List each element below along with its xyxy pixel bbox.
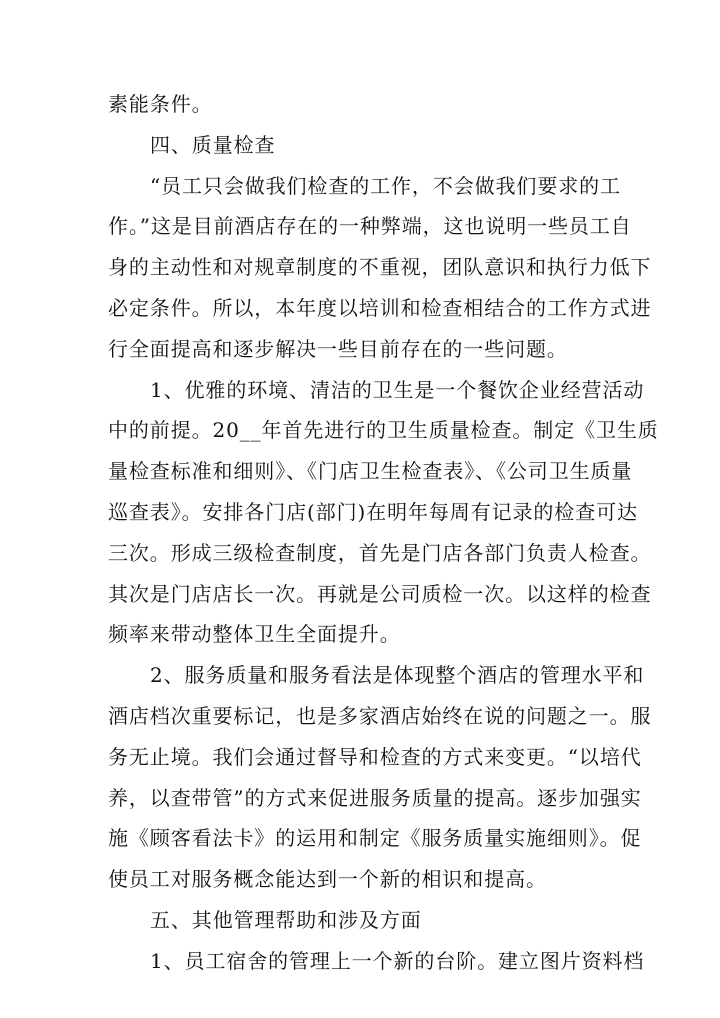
text-line: 三次。形成三级检查制度，首先是门店各部门负责人检查。: [108, 540, 652, 565]
section-heading-other-management: 五、其他管理帮助和涉及方面: [150, 907, 422, 932]
text-line: 使员工对服务概念能达到一个新的相识和提高。: [108, 867, 547, 892]
text-line: 作。”这是目前酒店存在的一种弊端，这也说明一些员工自: [108, 214, 632, 239]
text-line: 行全面提高和逐步解决一些目前存在的一些问题。: [108, 336, 568, 361]
text-line: 其次是门店店长一次。再就是公司质检一次。以这样的检查: [108, 581, 652, 606]
text-line: 身的主动性和对规章制度的不重视，团队意识和执行力低下: [108, 255, 652, 280]
text-line: 巡查表》。安排各门店(部门)在明年每周有记录的检查可达: [108, 499, 638, 524]
text-line: 量检查标准和细则》、《门店卫生检查表》、《公司卫生质量: [108, 459, 633, 484]
text-line: 1、优雅的环境、清洁的卫生是一个餐饮企业经营活动: [150, 377, 645, 402]
text-line: 必定条件。所以，本年度以培训和检查相结合的工作方式进: [108, 295, 652, 320]
text-line: 施《顾客看法卡》的运用和制定《服务质量实施细则》。促: [108, 826, 642, 851]
document-body: [108, 84, 659, 982]
text-line: 酒店档次重要标记，也是多家酒店始终在说的问题之一。服: [108, 703, 652, 728]
text-line: “员工只会做我们检查的工作，不会做我们要求的工: [150, 173, 621, 198]
text-line: 中的前提。20__年首先进行的卫生质量检查。制定《卫生质: [108, 418, 659, 443]
text-line: 频率来带动整体卫生全面提升。: [108, 622, 401, 647]
text-line: 1、员工宿舍的管理上一个新的台阶。建立图片资料档: [150, 948, 645, 973]
text-line: 养，以查带管”的方式来促进服务质量的提高。逐步加强实: [108, 785, 642, 810]
text-line: 素能条件。: [108, 92, 213, 116]
text-line: 务无止境。我们会通过督导和检查的方式来变更。“以培代: [108, 744, 642, 769]
section-heading-quality-check: 四、质量检查: [150, 132, 276, 157]
text-line: 2、服务质量和服务看法是体现整个酒店的管理水平和: [150, 663, 645, 688]
